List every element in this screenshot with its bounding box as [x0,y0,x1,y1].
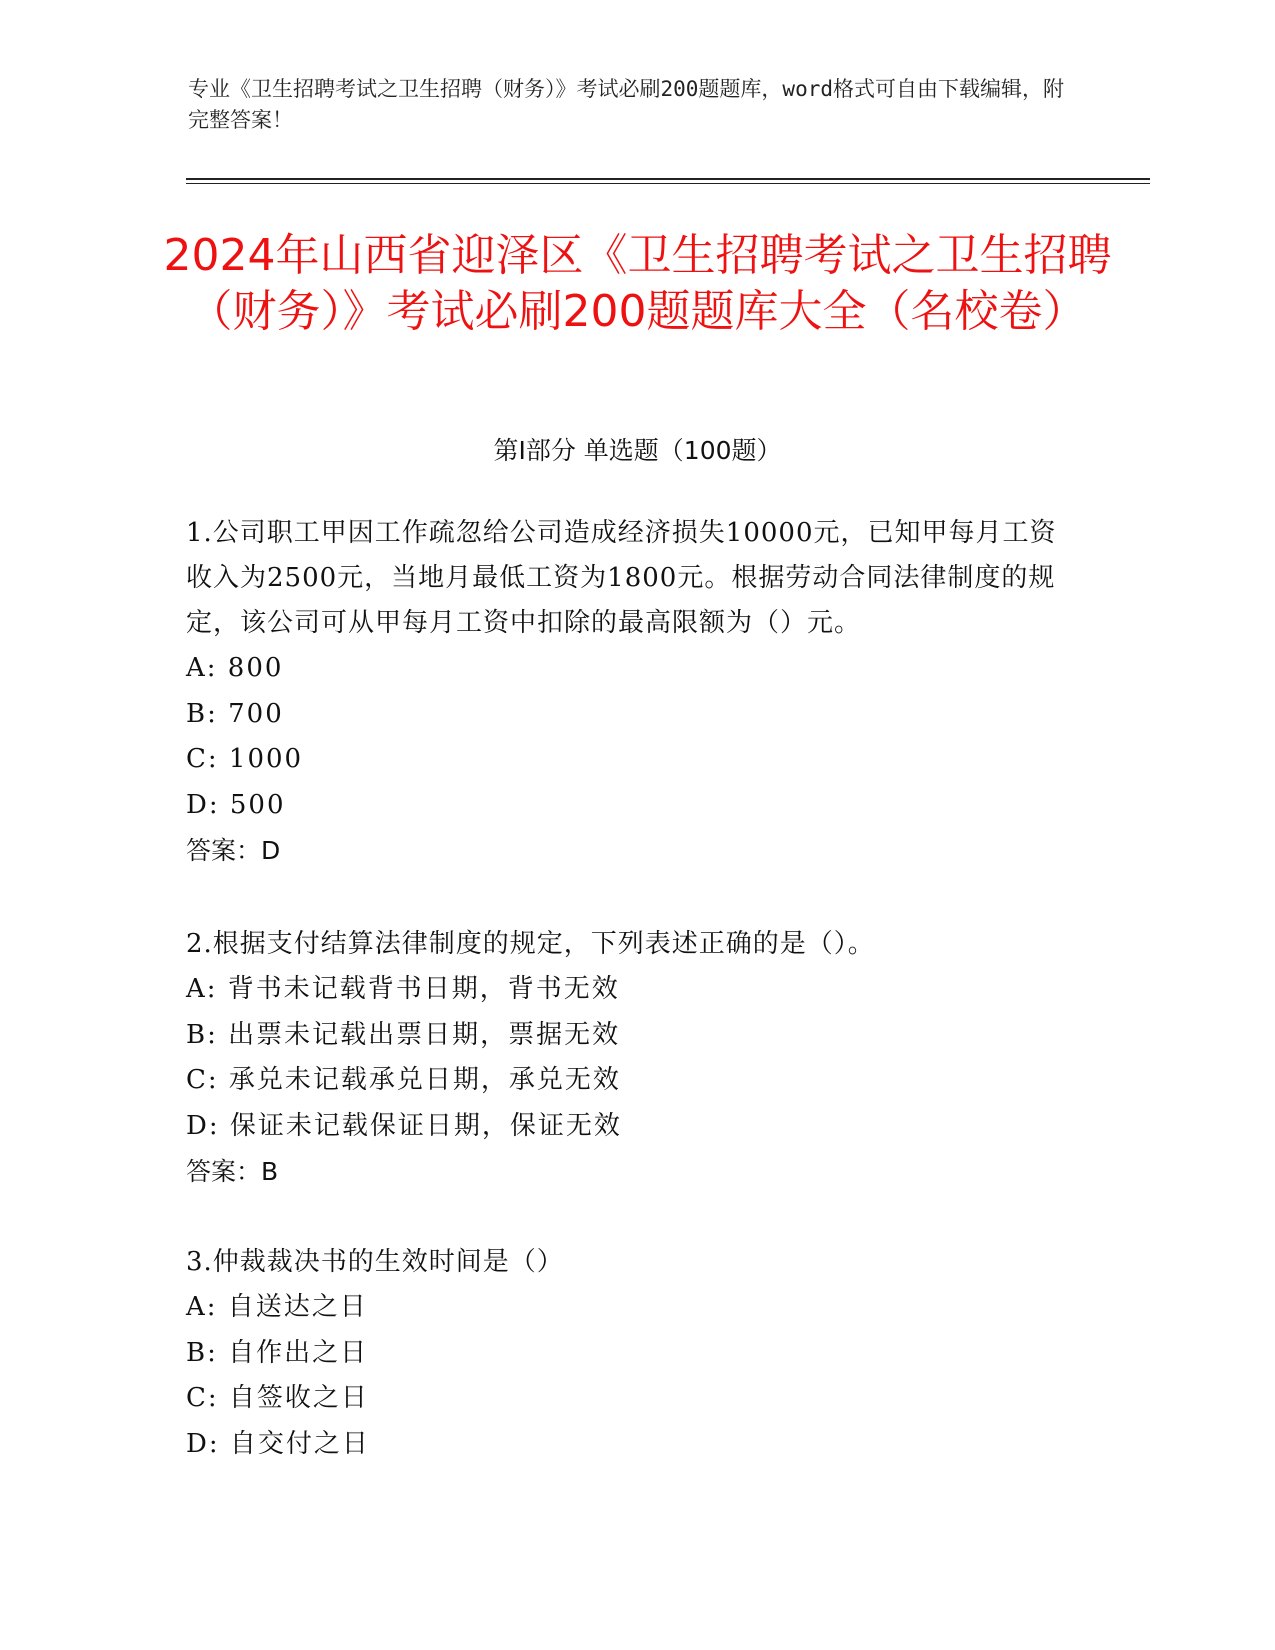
question-1 [186,511,1066,874]
option-d: D: 保证未记载保证日期，保证无效 [186,1110,622,1141]
option-c: C: 1000 [186,744,304,774]
option-c: C: 承兑未记载承兑日期，承兑无效 [186,1065,621,1095]
option-b: B: 自作出之日 [186,1337,369,1368]
option-a: A: 800 [186,653,284,683]
section-heading: 第Ⅰ部分 单选题（100题） [493,436,782,465]
option-a: A: 自送达之日 [186,1292,368,1322]
question-2 [186,922,1066,1195]
answer-line: 答案：D [186,836,281,865]
option-b: B: 700 [186,698,284,729]
header-note: 专业《卫生招聘考试之卫生招聘（财务）》考试必刷200题题库，word格式可自由下载编辑，附完整答案！ [188,77,1064,132]
header-divider-thin [186,183,1150,184]
option-a: A: 背书未记载背书日期，背书无效 [186,974,620,1004]
option-c: C: 自签收之日 [186,1383,369,1413]
option-d: D: 自交付之日 [186,1428,370,1459]
option-d: D: 500 [186,789,286,820]
question-text: 1.公司职工甲因工作疏忽给公司造成经济损失10000元，已知甲每月工资收入为2500元，当地月最低工资为1800元。根据劳动合同法律制度的规定，该公司可从甲每月工资中扣除的最高限额为（）元。 [186,518,1057,638]
question-text: 3.仲裁裁决书的生效时间是（） [186,1247,564,1277]
question-3 [186,1240,1066,1467]
document-title: 2024年山西省迎泽区《卫生招聘考试之卫生招聘（财务）》考试必刷200题题库大全（名校卷） [163,230,1112,337]
question-text: 2.根据支付结算法律制度的规定，下列表述正确的是（）。 [186,929,875,959]
option-b: B: 出票未记载出票日期，票据无效 [186,1019,621,1050]
answer-line: 答案：B [186,1157,279,1186]
header-divider-thick [186,178,1150,180]
